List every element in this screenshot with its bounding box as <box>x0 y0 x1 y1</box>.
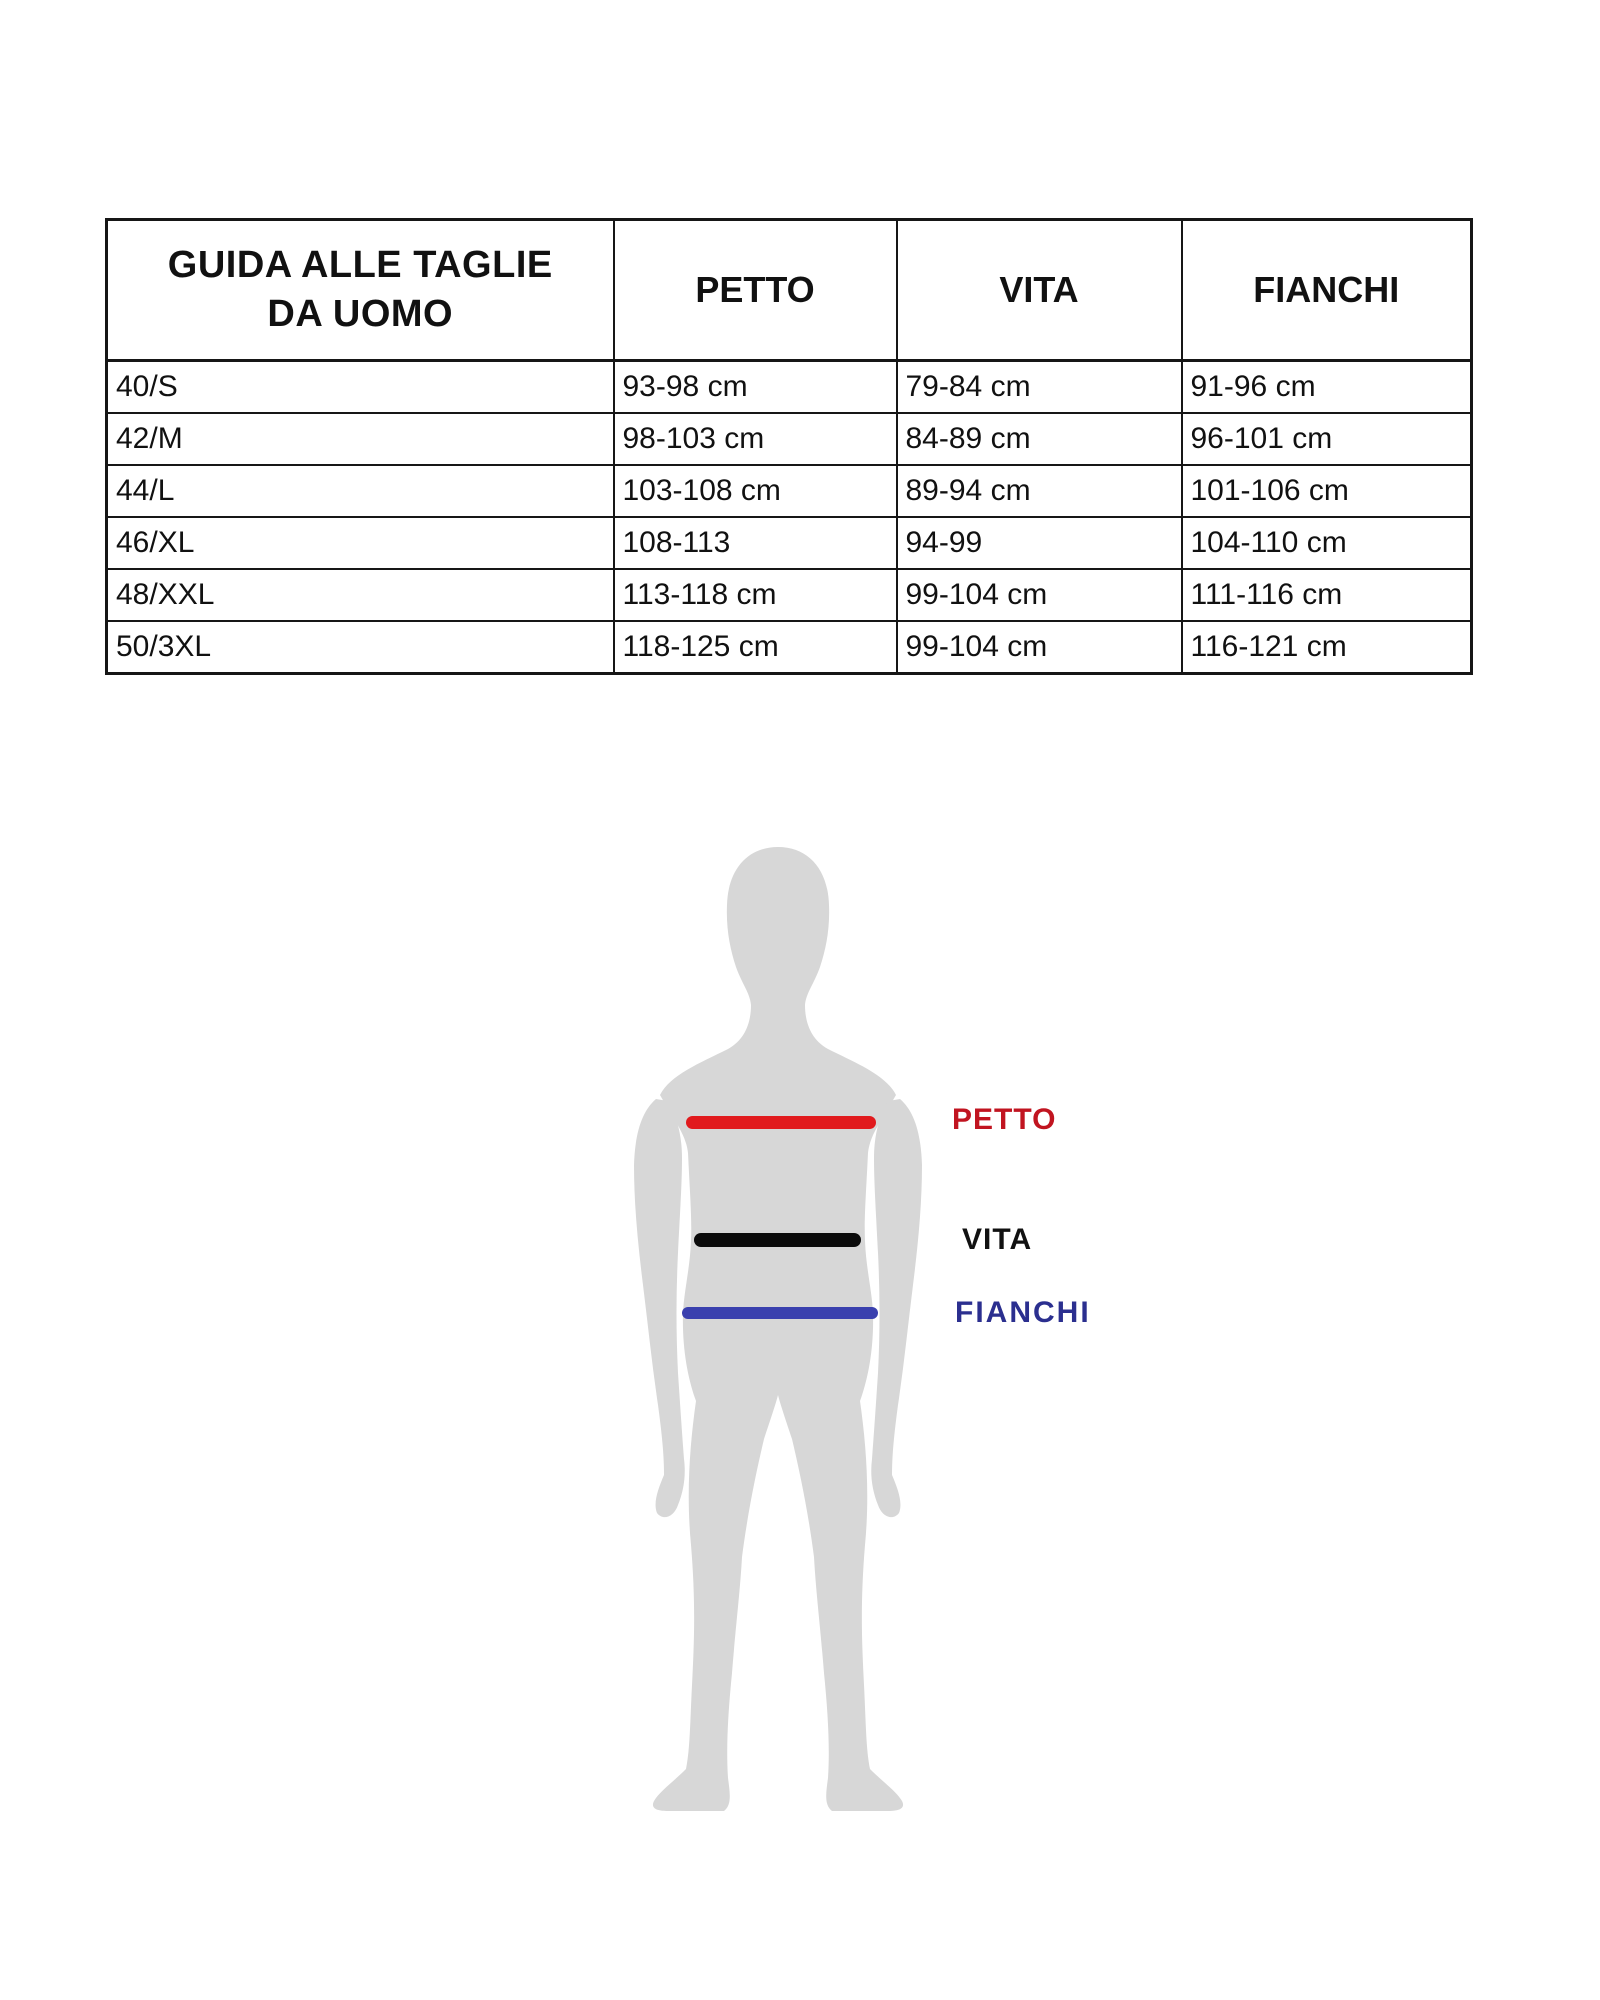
size-cell: 44/L <box>107 465 614 517</box>
table-row <box>107 569 1472 621</box>
petto-cell: 93-98 cm <box>614 361 897 414</box>
table-title-cell <box>107 220 614 361</box>
vita-label: VITA <box>962 1223 1033 1256</box>
table-header-row <box>107 220 1472 361</box>
petto-cell: 113-118 cm <box>614 569 897 621</box>
size-cell: 48/XXL <box>107 569 614 621</box>
column-header-petto: PETTO <box>614 220 897 361</box>
size-cell: 50/3XL <box>107 621 614 674</box>
fianchi-cell: 96-101 cm <box>1182 413 1472 465</box>
size-cell: 42/M <box>107 413 614 465</box>
vita-cell: 89-94 cm <box>897 465 1182 517</box>
petto-label: PETTO <box>952 1103 1057 1136</box>
vita-cell: 94-99 <box>897 517 1182 569</box>
petto-cell: 118-125 cm <box>614 621 897 674</box>
silhouette-left-arm-shape <box>634 1099 685 1517</box>
size-guide-table <box>105 218 1473 675</box>
size-cell: 40/S <box>107 361 614 414</box>
column-header-fianchi: FIANCHI <box>1182 220 1472 361</box>
petto-cell: 98-103 cm <box>614 413 897 465</box>
fianchi-cell: 116-121 cm <box>1182 621 1472 674</box>
male-body-silhouette <box>608 843 948 1813</box>
petto-cell: 108-113 <box>614 517 897 569</box>
column-header-vita: VITA <box>897 220 1182 361</box>
vita-cell: 99-104 cm <box>897 569 1182 621</box>
fianchi-cell: 101-106 cm <box>1182 465 1472 517</box>
vita-cell: 99-104 cm <box>897 621 1182 674</box>
fianchi-cell: 111-116 cm <box>1182 569 1472 621</box>
petto-measurement-line <box>686 1116 876 1129</box>
silhouette-right-arm-shape <box>871 1099 922 1517</box>
size-cell: 46/XL <box>107 517 614 569</box>
vita-cell: 84-89 cm <box>897 413 1182 465</box>
petto-cell: 103-108 cm <box>614 465 897 517</box>
table-row <box>107 465 1472 517</box>
table-title-line1: GUIDA ALLE TAGLIE <box>167 243 553 286</box>
fianchi-cell: 104-110 cm <box>1182 517 1472 569</box>
table-title-line2: DA UOMO <box>267 293 454 335</box>
fianchi-cell: 91-96 cm <box>1182 361 1472 414</box>
vita-measurement-line <box>694 1233 861 1247</box>
fianchi-measurement-line <box>682 1307 878 1319</box>
table-row <box>107 621 1472 674</box>
table-row <box>107 517 1472 569</box>
table-row <box>107 413 1472 465</box>
silhouette-body-shape <box>653 847 903 1811</box>
fianchi-label: FIANCHI <box>955 1296 1091 1329</box>
vita-cell: 79-84 cm <box>897 361 1182 414</box>
table-row <box>107 361 1472 414</box>
